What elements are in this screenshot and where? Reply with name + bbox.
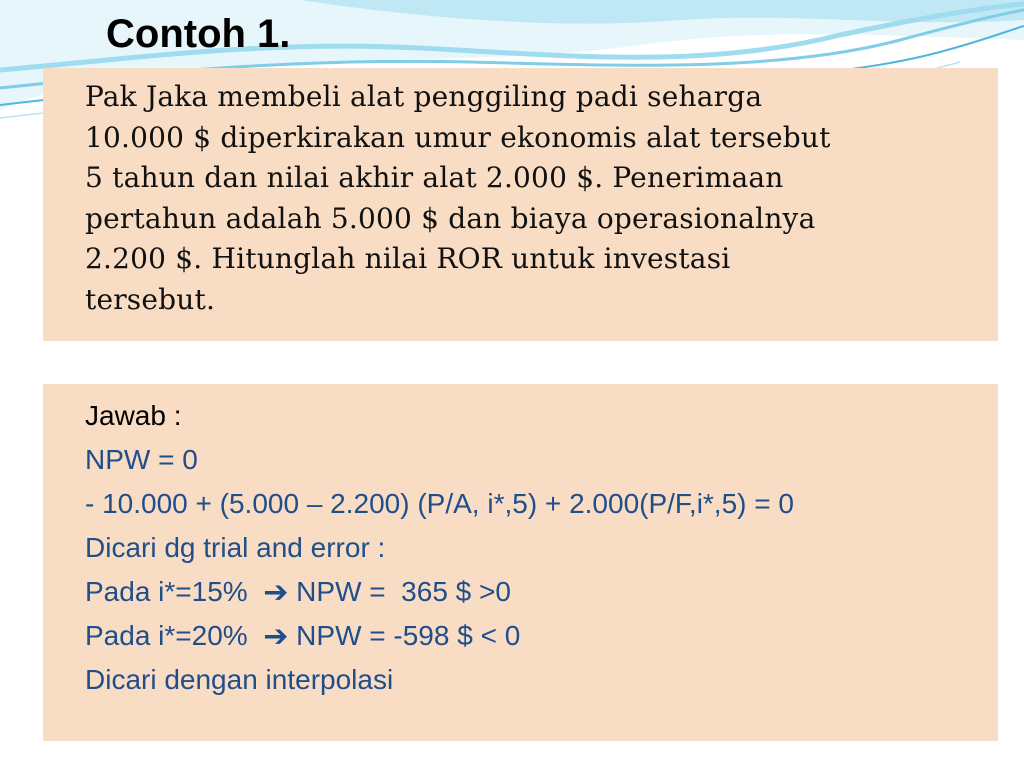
trial-20-rate: Pada i*=20% bbox=[85, 620, 264, 651]
trial-15-rate: Pada i*=15% bbox=[85, 576, 264, 607]
slide-title: Contoh 1. bbox=[106, 12, 291, 56]
problem-line: 2.200 $. Hitunglah nilai ROR untuk investasi bbox=[85, 242, 731, 276]
answer-lines bbox=[85, 394, 985, 702]
right-arrow-icon: ➔ bbox=[263, 575, 289, 610]
problem-statement-box bbox=[43, 68, 998, 341]
trial-method-line: Dicari dg trial and error : bbox=[85, 532, 386, 563]
npw-formula: - 10.000 + (5.000 – 2.200) (P/A, i*,5) + 2.000(P/F,i*,5) = 0 bbox=[85, 488, 794, 519]
problem-line: Pak Jaka membeli alat penggiling padi seharga bbox=[85, 80, 763, 113]
right-arrow-icon: ➔ bbox=[263, 619, 289, 654]
trial-15-line bbox=[85, 570, 985, 614]
problem-statement-text bbox=[85, 77, 985, 321]
answer-box bbox=[43, 384, 998, 741]
trial-15-result: NPW = 365 $ >0 bbox=[288, 576, 511, 607]
trial-20-line bbox=[85, 614, 985, 658]
problem-line: tersebut. bbox=[85, 282, 216, 316]
problem-line: pertahun adalah 5.000 $ dan biaya operasionalnya bbox=[85, 201, 816, 235]
npw-equation: NPW = 0 bbox=[85, 444, 198, 475]
trial-20-result: NPW = -598 $ < 0 bbox=[288, 620, 521, 651]
problem-line: 10.000 $ diperkirakan umur ekonomis alat tersebut bbox=[85, 120, 831, 154]
problem-line: 5 tahun dan nilai akhir alat 2.000 $. Penerimaan bbox=[85, 161, 784, 195]
answer-heading: Jawab : bbox=[85, 400, 182, 431]
interpolation-line: Dicari dengan interpolasi bbox=[85, 664, 394, 695]
